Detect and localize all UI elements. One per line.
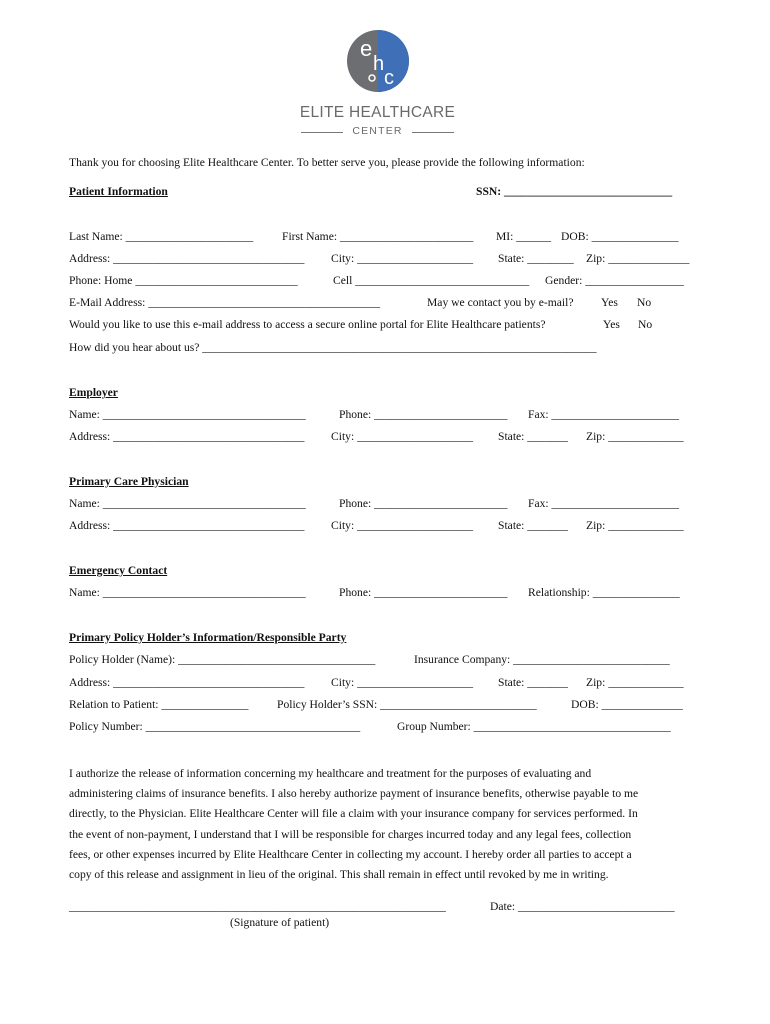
employer-phone-field[interactable]: Phone: _______________________ <box>339 408 508 421</box>
policy-holder-name-field[interactable]: Policy Holder (Name): __________________________________ <box>69 653 376 666</box>
emergency-heading: Emergency Contact <box>69 564 168 577</box>
employer-city-field[interactable]: City: ____________________ <box>331 430 474 443</box>
ehc-logo-icon <box>346 26 410 96</box>
employer-fax-field[interactable]: Fax: ______________________ <box>528 408 680 421</box>
home-phone-field[interactable]: Phone: Home ____________________________ <box>69 274 298 287</box>
policy-holder-dob-field[interactable]: DOB: ______________ <box>571 698 683 711</box>
patient-heading: Patient Information <box>69 185 168 198</box>
physician-zip-field[interactable]: Zip: _____________ <box>586 519 684 532</box>
portal-question: Would you like to use this e-mail address to access a secure online portal for Elite Healthcare patients? <box>69 318 546 331</box>
group-number-field[interactable]: Group Number: __________________________________ <box>397 720 671 733</box>
policy-heading: Primary Policy Holder’s Information/Responsible Party <box>69 631 347 644</box>
portal-no[interactable]: No <box>638 318 653 331</box>
authorization-line: copy of this release and assignment in lieu of the original. This shall remain in effect until revoked by me in writing. <box>69 868 609 882</box>
dob-field[interactable]: DOB: _______________ <box>561 230 679 243</box>
policy-number-field[interactable]: Policy Number: _____________________________________ <box>69 720 361 733</box>
policy-city-field[interactable]: City: ____________________ <box>331 676 474 689</box>
physician-name-field[interactable]: Name: ___________________________________ <box>69 497 306 510</box>
policy-zip-field[interactable]: Zip: _____________ <box>586 676 684 689</box>
physician-phone-field[interactable]: Phone: _______________________ <box>339 497 508 510</box>
logo-name: ELITE HEALTHCARE <box>299 104 456 121</box>
ssn-field[interactable]: SSN: _____________________________ <box>476 185 673 198</box>
portal-yes[interactable]: Yes <box>603 318 620 331</box>
zip-field[interactable]: Zip: ______________ <box>586 252 690 265</box>
signature-date-field[interactable]: Date: ___________________________ <box>490 900 675 913</box>
policy-state-field[interactable]: State: _______ <box>498 676 568 689</box>
address-field[interactable]: Address: _________________________________ <box>69 252 305 265</box>
logo <box>290 22 465 144</box>
authorization-line: fees, or other expenses incurred by Elite Healthcare Center in collecting my account. I hereby order all parties to accept a <box>69 847 632 861</box>
last-name-field[interactable]: Last Name: ______________________ <box>69 230 254 243</box>
emergency-phone-field[interactable]: Phone: _______________________ <box>339 586 508 599</box>
policy-holder-ssn-field[interactable]: Policy Holder’s SSN: ___________________________ <box>277 698 537 711</box>
gender-field[interactable]: Gender: _________________ <box>545 274 684 287</box>
authorization-line: the event of non-payment, I understand that I will be responsible for charges incurred today and any legal fees, collection <box>69 827 632 841</box>
authorization-line: directly, to the Physician. Elite Healthcare Center will file a claim with your insurance company for services performed. In <box>69 807 638 821</box>
svg-text:c: c <box>384 67 394 89</box>
cell-phone-field[interactable]: Cell ______________________________ <box>333 274 530 287</box>
logo-sub-text: CENTER <box>352 125 403 137</box>
email-contact-yes[interactable]: Yes <box>601 296 618 309</box>
employer-heading: Employer <box>69 386 118 399</box>
signature-caption: (Signature of patient) <box>230 916 330 929</box>
email-contact-no[interactable]: No <box>637 296 652 309</box>
referral-field[interactable]: How did you hear about us? ____________________________________________________________________ <box>69 341 597 354</box>
emergency-relationship-field[interactable]: Relationship: _______________ <box>528 586 680 599</box>
physician-state-field[interactable]: State: _______ <box>498 519 568 532</box>
signature-line[interactable]: _________________________________________________________________ <box>69 900 446 913</box>
emergency-name-field[interactable]: Name: ___________________________________ <box>69 586 306 599</box>
authorization-line: administering claims of insurance benefits. I also hereby authorize payment of insurance benefits, otherwise payable to me <box>69 787 639 801</box>
physician-address-field[interactable]: Address: _________________________________ <box>69 519 305 532</box>
mi-field[interactable]: MI: ______ <box>496 230 552 243</box>
employer-address-field[interactable]: Address: _________________________________ <box>69 430 305 443</box>
svg-text:e: e <box>360 36 373 61</box>
employer-zip-field[interactable]: Zip: _____________ <box>586 430 684 443</box>
logo-rule-right <box>412 132 454 133</box>
first-name-field[interactable]: First Name: _______________________ <box>282 230 474 243</box>
city-field[interactable]: City: ____________________ <box>331 252 474 265</box>
logo-subtitle <box>290 125 465 139</box>
employer-name-field[interactable]: Name: ___________________________________ <box>69 408 306 421</box>
relation-to-patient-field[interactable]: Relation to Patient: _______________ <box>69 698 249 711</box>
intro-text: Thank you for choosing Elite Healthcare Center. To better serve you, please provide the following information: <box>69 156 585 169</box>
email-field[interactable]: E-Mail Address: ________________________________________ <box>69 296 381 309</box>
svg-text:h: h <box>373 53 385 75</box>
employer-state-field[interactable]: State: _______ <box>498 430 568 443</box>
physician-fax-field[interactable]: Fax: ______________________ <box>528 497 680 510</box>
state-field[interactable]: State: ________ <box>498 252 574 265</box>
physician-city-field[interactable]: City: ____________________ <box>331 519 474 532</box>
physician-heading: Primary Care Physician <box>69 475 189 488</box>
email-contact-question: May we contact you by e-mail? <box>427 296 574 309</box>
insurance-company-field[interactable]: Insurance Company: ___________________________ <box>414 653 670 666</box>
policy-address-field[interactable]: Address: _________________________________ <box>69 676 305 689</box>
authorization-paragraph <box>69 764 699 885</box>
authorization-line: I authorize the release of information concerning my healthcare and treatment for the purposes of evaluating and <box>69 767 592 780</box>
